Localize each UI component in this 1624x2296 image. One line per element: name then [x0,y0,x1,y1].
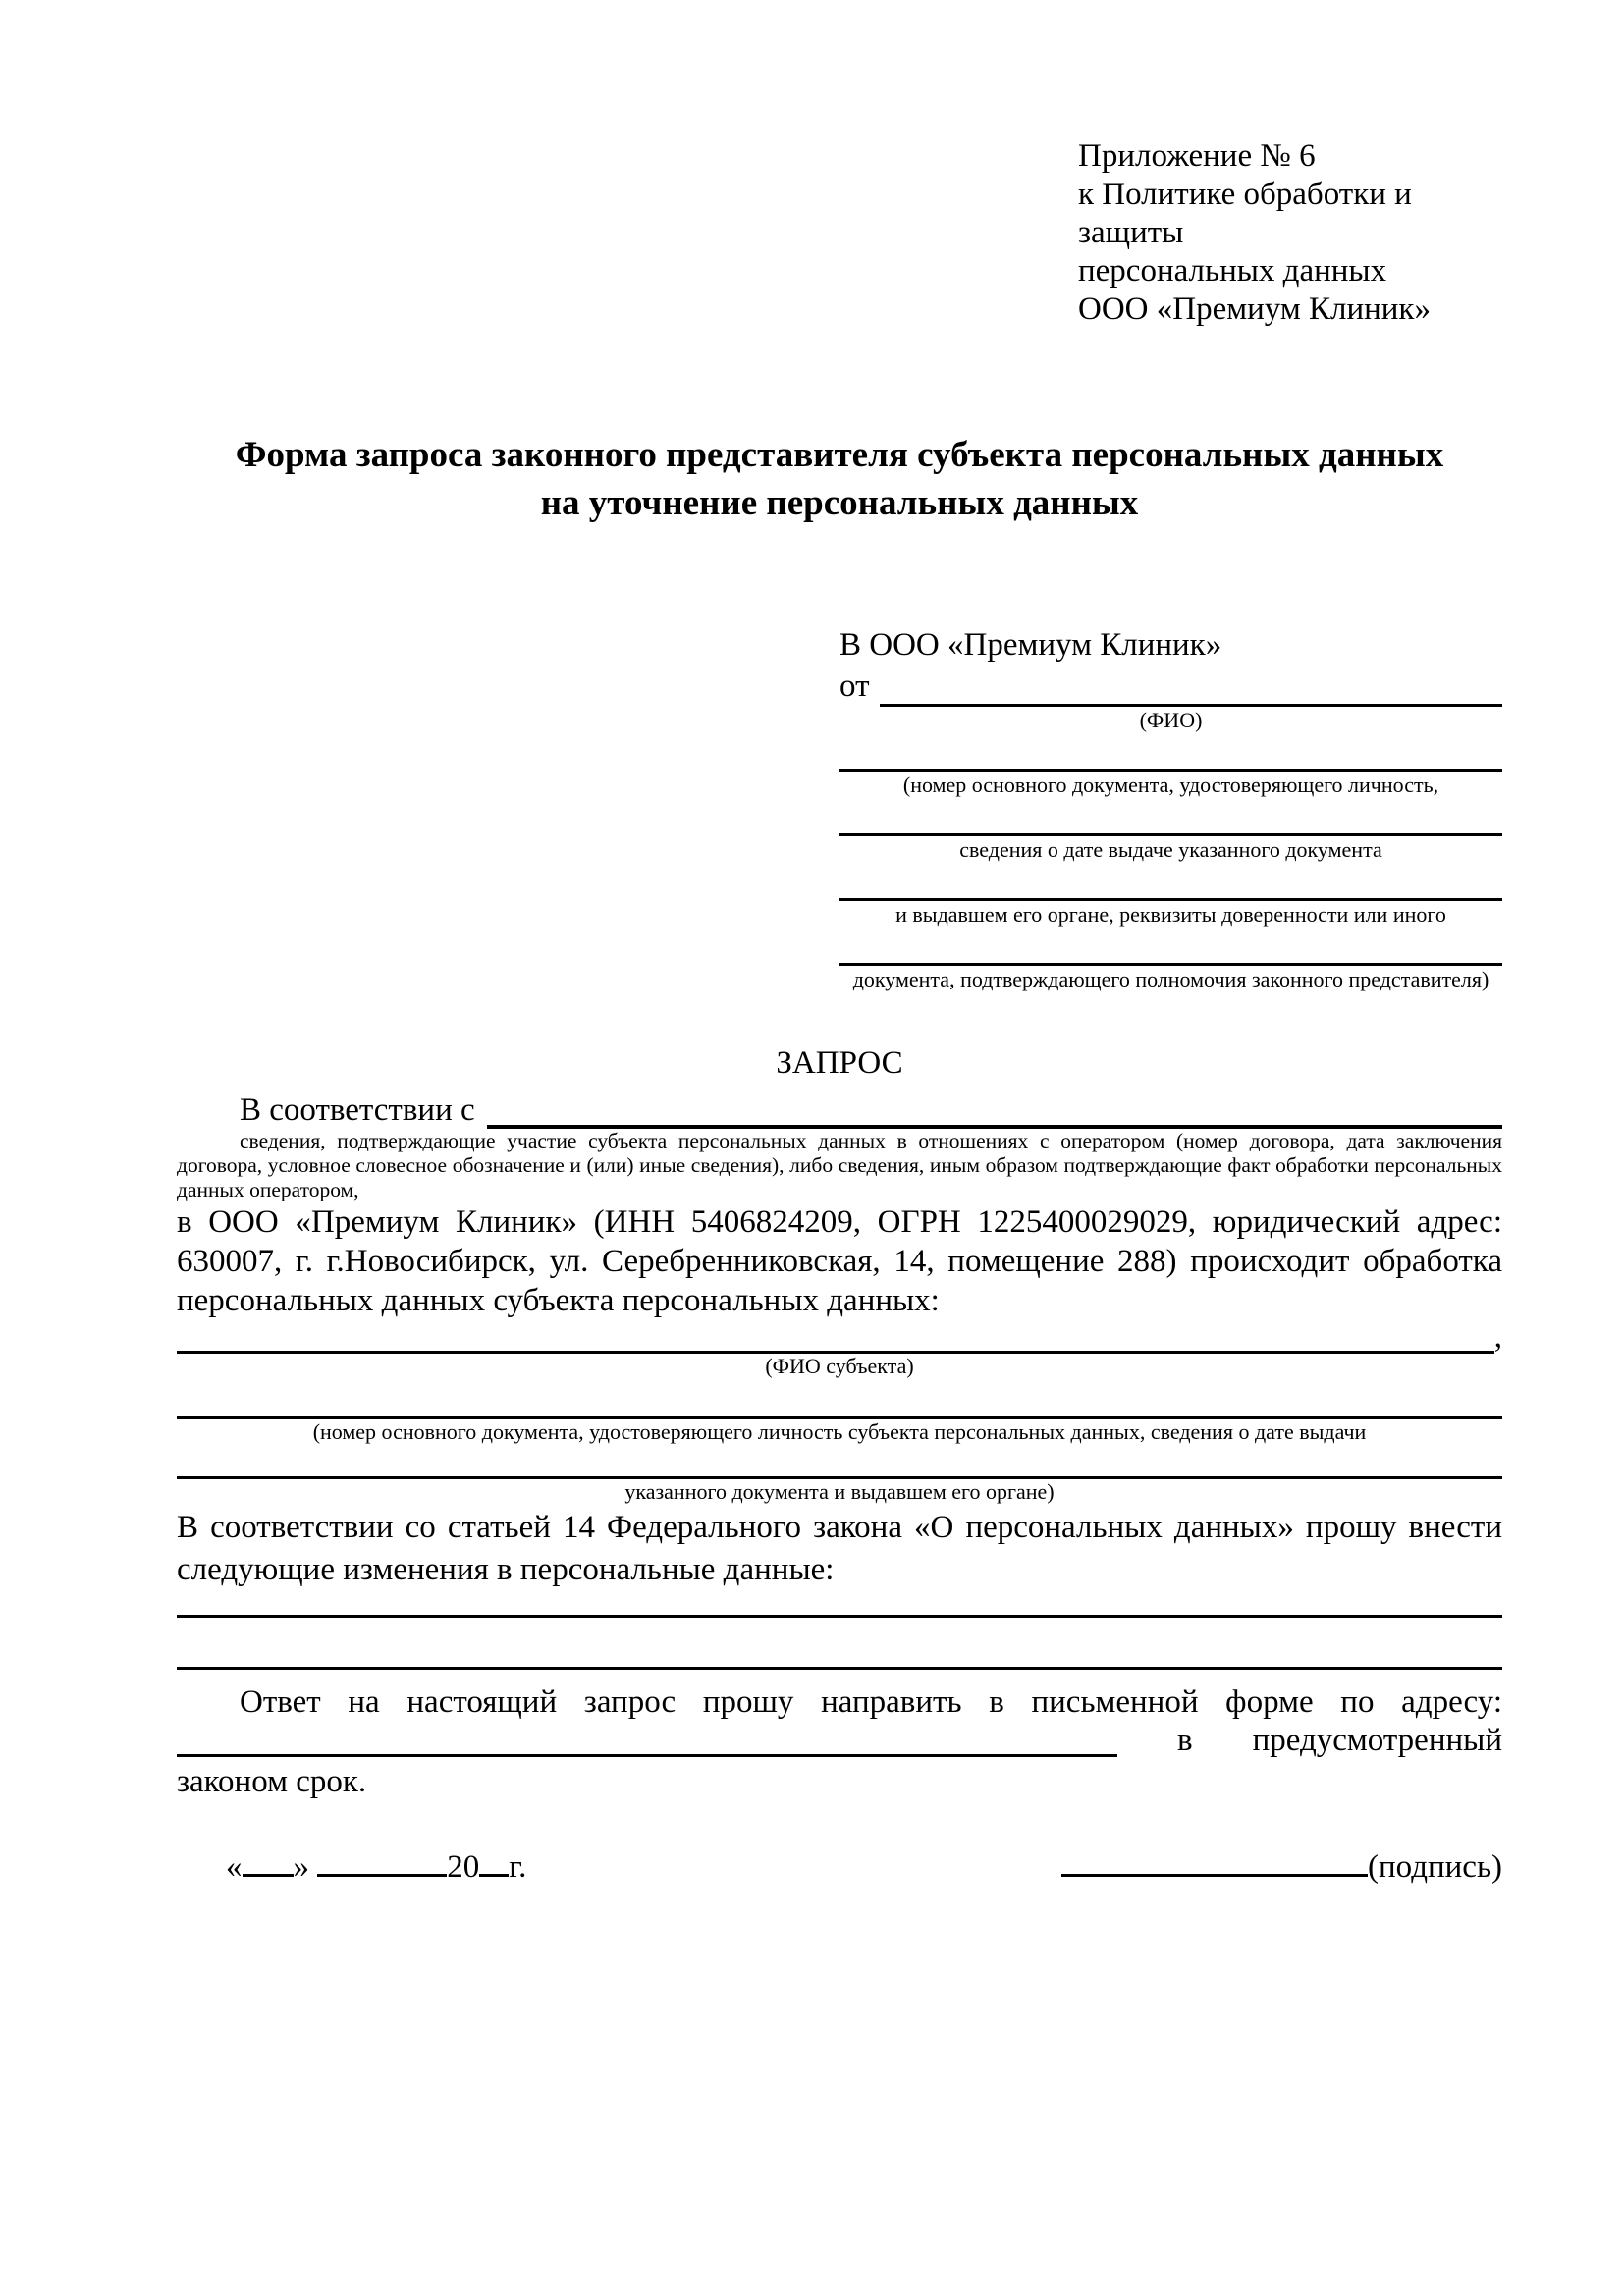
changes-blank-1[interactable] [177,1591,1502,1618]
statement-paragraph: В соответствии со статьей 14 Федерального закона «О персональных данных» прошу внести следующие изменения в персональные данные: [177,1510,1502,1587]
representative-doc-blank-2[interactable] [839,798,1502,836]
date-day-blank[interactable] [243,1846,294,1877]
representative-doc-caption-3: и выдавшем его органе, реквизиты доверенности или иного [895,902,1446,927]
accordance-row [177,1090,1502,1129]
fio-caption: (ФИО) [1139,708,1203,732]
representative-doc-blank-4[interactable] [839,928,1502,966]
subject-doc-caption-2: указанного документа и выдавшем его органе) [624,1479,1055,1504]
subject-doc-caption-1: (номер основного документа, удостоверяющего личность субъекта персональных данных, сведения о дате выдачи [312,1419,1367,1444]
request-heading: ЗАПРОС [776,1045,903,1081]
appendix-header [1078,137,1502,329]
representative-doc-caption-2: сведения о дате выдаче указанного документа [959,837,1382,862]
date-field [177,1846,526,1886]
subject-doc-blank-2[interactable] [177,1449,1502,1479]
subject-fio-row [177,1319,1502,1355]
subject-doc-blank-1[interactable] [177,1387,1502,1419]
signature-caption: (подпись) [1368,1849,1502,1885]
from-label: от [839,668,870,704]
accordance-note: сведения, подтверждающие участие субъекта персональных данных в отношениях с оператором (номер договора, дата заключения договора, условное словесное обозначение и (или) иные сведения), либо сведения, иным образом подтверждающие факт обработки персональных данных оператором, [177,1129,1502,1201]
date-month-blank[interactable] [317,1846,447,1877]
date-open-quote: « [226,1849,243,1885]
representative-fio-blank[interactable] [880,667,1503,707]
representative-doc-blank-1[interactable] [839,733,1502,772]
reply-address-blank[interactable] [177,1725,1117,1757]
operator-paragraph: в ООО «Премиум Клиник» (ИНН 5406824209, ОГРН 1225400029029, юридический адрес: 630007, г. г.Новосибирск, ул. Серебренниковская, 14, помещение 288) происходит обработка персональных данных субъекта персональных данных: [177,1204,1502,1318]
subject-fio-caption: (ФИО субъекта) [765,1354,914,1378]
signature-blank[interactable] [1061,1846,1368,1877]
addressee-organization: В ООО «Премиум Клиник» [839,627,1222,663]
appendix-header-line: персональных данных [1078,253,1387,289]
footer-row [177,1846,1502,1886]
appendix-header-line: к Политике обработки и защиты [1078,177,1412,250]
appendix-header-line: ООО «Премиум Клиник» [1078,292,1431,327]
reply-request-paragraph: Ответ на настоящий запрос прошу направить в письменной форме по адресу: [240,1684,1502,1720]
accordance-blank[interactable] [487,1090,1502,1129]
signature-field [1061,1846,1502,1886]
representative-doc-caption-4: документа, подтверждающего полномочия законного представителя) [852,967,1489,991]
subject-fio-blank[interactable] [177,1329,1494,1354]
document-title [177,431,1502,527]
date-close-quote: » [293,1849,309,1885]
from-row [839,666,1502,707]
date-year-suffix: г. [509,1849,527,1885]
changes-blank-2[interactable] [177,1618,1502,1670]
document-content [177,137,1502,1886]
accordance-label: В соответствии с [240,1093,475,1128]
reply-end-text: законом срок. [177,1764,367,1799]
date-year-blank[interactable] [479,1846,509,1877]
reply-tail-word2: предусмотренный [1252,1723,1502,1758]
date-year-prefix: 20 [447,1849,480,1885]
reply-tail-word1: в [1177,1723,1193,1758]
subject-fio-comma: , [1493,1319,1502,1355]
representative-doc-caption-1: (номер основного документа, удостоверяющего личность, [902,773,1439,797]
document-title-line2: на уточнение персональных данных [540,483,1139,523]
addressee-block [839,625,1502,992]
representative-doc-blank-3[interactable] [839,863,1502,901]
reply-address-row [177,1724,1502,1757]
document-title-line1: Форма запроса законного представителя субъекта персональных данных [235,435,1444,475]
appendix-header-line: Приложение № 6 [1078,138,1316,174]
